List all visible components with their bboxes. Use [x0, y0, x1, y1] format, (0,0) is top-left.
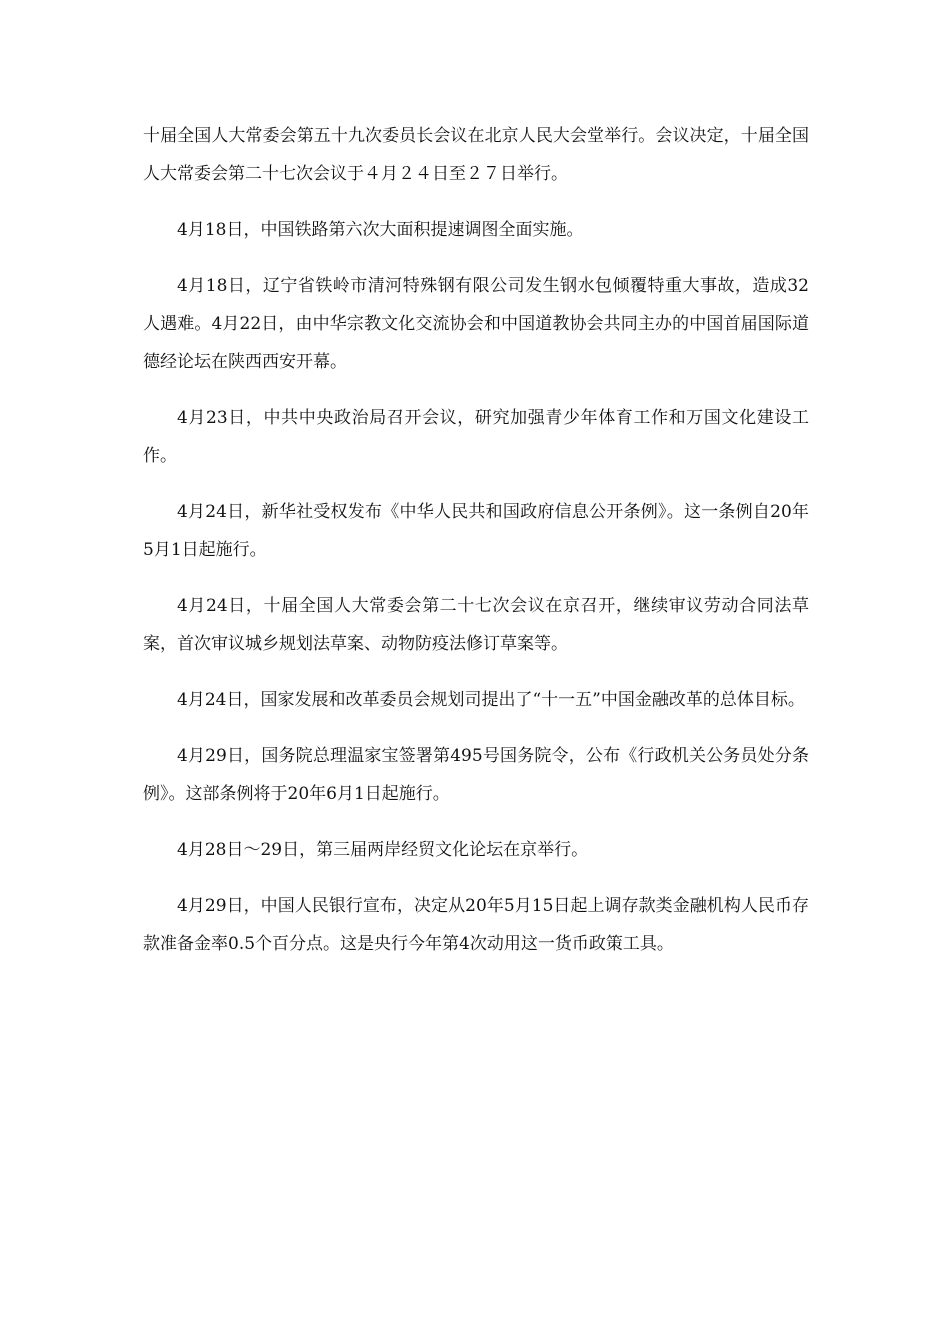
- paragraph-10: 4月29日，中国人民银行宣布，决定从20年5月15日起上调存款类金融机构人民币存款准备金率0.5个百分点。这是央行今年第4次动用这一货币政策工具。: [143, 896, 809, 954]
- paragraph-4: 4月23日，中共中央政治局召开会议，研究加强青少年体育工作和万国文化建设工作。: [143, 408, 809, 466]
- document-body: [143, 117, 809, 981]
- paragraph-6: 4月24日，十届全国人大常委会第二十七次会议在京召开，继续审议劳动合同法草案，首次审议城乡规划法草案、动物防疫法修订草案等。: [143, 596, 809, 654]
- paragraph-2: 4月18日，中国铁路第六次大面积提速调图全面实施。: [177, 220, 584, 240]
- paragraph-3: 4月18日，辽宁省铁岭市清河特殊钢有限公司发生钢水包倾覆特重大事故，造成32人遇难。4月22日，由中华宗教文化交流协会和中国道教协会共同主办的中国首届国际道德经论坛在陕西西安开幕。: [143, 276, 809, 372]
- paragraph-9: 4月28日～29日，第三届两岸经贸文化论坛在京举行。: [177, 840, 589, 860]
- paragraph-5: 4月24日，新华社受权发布《中华人民共和国政府信息公开条例》。这一条例自20年5月1日起施行。: [143, 502, 809, 560]
- paragraph-7: 4月24日，国家发展和改革委员会规划司提出了“十一五”中国金融改革的总体目标。: [177, 690, 805, 710]
- paragraph-8: 4月29日，国务院总理温家宝签署第495号国务院令，公布《行政机关公务员处分条例》。这部条例将于20年6月1日起施行。: [143, 746, 809, 804]
- paragraph-1: 十届全国人大常委会第五十九次委员长会议在北京人民大会堂举行。会议决定，十届全国人大常委会第二十七次会议于４月２４日至２７日举行。: [143, 126, 809, 184]
